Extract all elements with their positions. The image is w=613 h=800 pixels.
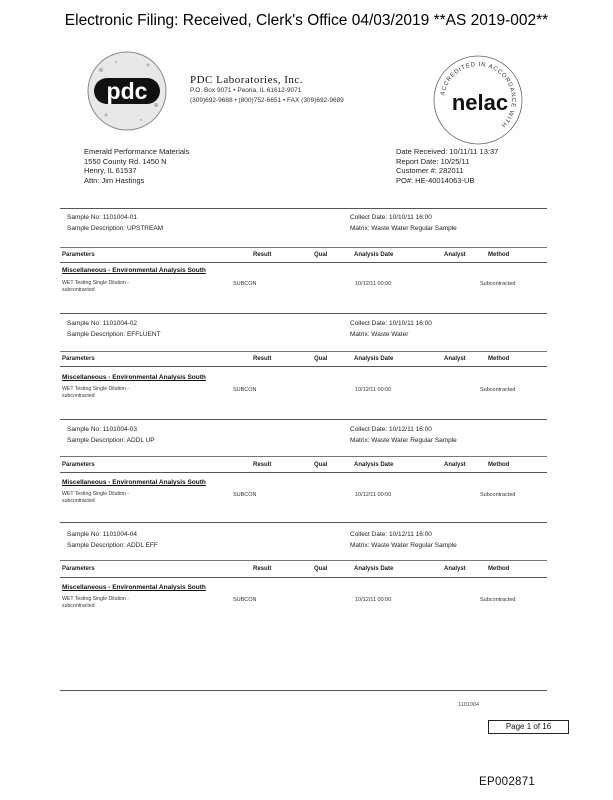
method-value: Subcontracted bbox=[480, 597, 516, 603]
parameter-name: WET Testing Single Dilution - subcontracted bbox=[62, 280, 129, 293]
header-analyst: Analyst bbox=[444, 252, 466, 258]
parameter-name: WET Testing Single Dilution - subcontracted bbox=[62, 596, 129, 609]
header-analyst: Analyst bbox=[444, 566, 466, 572]
header-method: Method bbox=[488, 462, 510, 468]
result-value: SUBCON bbox=[233, 597, 257, 603]
analysis-date-value: 10/12/11 00:00 bbox=[355, 281, 392, 287]
divider bbox=[60, 313, 547, 314]
header-analysis-date: Analysis Date bbox=[354, 462, 394, 468]
divider bbox=[60, 522, 547, 523]
collect-date: Collect Date: 10/10/11 16:00 bbox=[350, 214, 432, 221]
client-line: 1550 County Rd. 1450 N bbox=[84, 156, 167, 166]
parameter-name: WET Testing Single Dilution - subcontracted bbox=[62, 386, 129, 399]
header-method: Method bbox=[488, 252, 510, 258]
header-result: Result bbox=[253, 356, 272, 362]
header-parameters: Parameters bbox=[62, 566, 95, 572]
filing-banner: Electronic Filing: Received, Clerk's Office 04/03/2019 **AS 2019-002** bbox=[64, 12, 549, 29]
collect-date: Collect Date: 10/12/11 16:00 bbox=[350, 531, 432, 538]
sample-description: Sample Description: UPSTREAM bbox=[67, 225, 164, 232]
category-label: Miscellaneous - Environmental Analysis South bbox=[62, 479, 206, 486]
header-result: Result bbox=[253, 462, 272, 468]
header-qual: Qual bbox=[314, 566, 328, 572]
header-method: Method bbox=[488, 356, 510, 362]
parameter-name: WET Testing Single Dilution - subcontracted bbox=[62, 491, 129, 504]
header-parameters: Parameters bbox=[62, 462, 95, 468]
lab-phone: (309)692-9688 • (800)752-6651 • FAX (309)692-9689 bbox=[190, 97, 344, 104]
result-value: SUBCON bbox=[233, 387, 257, 393]
matrix: Matrix: Waste Water bbox=[350, 331, 409, 338]
header-parameters: Parameters bbox=[62, 356, 95, 362]
matrix: Matrix: Waste Water Regular Sample bbox=[350, 542, 457, 549]
category-label: Miscellaneous - Environmental Analysis South bbox=[62, 584, 206, 591]
header-result: Result bbox=[253, 566, 272, 572]
result-value: SUBCON bbox=[233, 281, 257, 287]
header-qual: Qual bbox=[314, 356, 328, 362]
report-info bbox=[396, 147, 498, 185]
pdc-logo bbox=[86, 50, 168, 132]
matrix: Matrix: Waste Water Regular Sample bbox=[350, 437, 457, 444]
divider bbox=[60, 472, 547, 473]
footer-id: 1101004 bbox=[458, 702, 480, 708]
report-line: Date Received: 10/11/11 13:37 bbox=[396, 147, 499, 156]
analysis-date-value: 10/12/11 00:00 bbox=[355, 387, 392, 393]
header-analysis-date: Analysis Date bbox=[354, 566, 394, 572]
nelac-ring-text: ACCREDITED IN ACCORDANCE WITH bbox=[440, 61, 517, 129]
analysis-date-value: 10/12/11 00:00 bbox=[355, 492, 392, 498]
pdc-logo-text: pdc bbox=[106, 78, 148, 104]
header-qual: Qual bbox=[314, 462, 328, 468]
divider bbox=[60, 419, 547, 420]
header-qual: Qual bbox=[314, 252, 328, 258]
page-indicator: Page 1 of 16 bbox=[488, 720, 569, 734]
collect-date: Collect Date: 10/12/11 16:00 bbox=[350, 426, 432, 433]
category-label: Miscellaneous - Environmental Analysis South bbox=[62, 267, 206, 274]
footer-divider bbox=[60, 690, 547, 691]
divider bbox=[60, 208, 547, 209]
divider bbox=[60, 262, 547, 263]
sample-number: Sample No: 1101004-03 bbox=[67, 426, 137, 433]
sample-description: Sample Description: ADDL EFF bbox=[67, 542, 158, 549]
header-analyst: Analyst bbox=[444, 356, 466, 362]
client-line: Emerald Performance Materials bbox=[84, 147, 190, 156]
client-address bbox=[84, 147, 189, 185]
result-value: SUBCON bbox=[233, 492, 257, 498]
client-line: Attn: Jim Hastings bbox=[84, 175, 145, 185]
client-line: Henry, IL 61537 bbox=[84, 166, 137, 175]
analysis-date-value: 10/12/11 00:00 bbox=[355, 597, 392, 603]
sample-number: Sample No: 1101004-01 bbox=[67, 214, 137, 221]
method-value: Subcontracted bbox=[480, 281, 516, 287]
sample-number: Sample No: 1101004-04 bbox=[67, 531, 137, 538]
report-line: Customer #: 282011 bbox=[396, 166, 464, 175]
collect-date: Collect Date: 10/10/11 16:00 bbox=[350, 320, 432, 327]
divider bbox=[60, 456, 547, 457]
header-analysis-date: Analysis Date bbox=[354, 356, 394, 362]
method-value: Subcontracted bbox=[480, 387, 516, 393]
category-label: Miscellaneous - Environmental Analysis South bbox=[62, 374, 206, 381]
nelac-logo bbox=[430, 52, 526, 148]
sample-number: Sample No: 1101004-02 bbox=[67, 320, 137, 327]
divider bbox=[60, 366, 547, 367]
sample-description: Sample Description: ADDL UP bbox=[67, 437, 155, 444]
lab-name: PDC Laboratories, Inc. bbox=[190, 74, 304, 86]
report-line: Report Date: 10/25/11 bbox=[396, 156, 470, 166]
matrix: Matrix: Waste Water Regular Sample bbox=[350, 225, 457, 232]
header-method: Method bbox=[488, 566, 510, 572]
header-analyst: Analyst bbox=[444, 462, 466, 468]
sample-description: Sample Description: EFFLUENT bbox=[67, 331, 161, 338]
divider bbox=[60, 351, 547, 352]
method-value: Subcontracted bbox=[480, 492, 516, 498]
divider bbox=[60, 560, 547, 561]
nelac-logo-text: nelac bbox=[451, 90, 509, 115]
header-analysis-date: Analysis Date bbox=[354, 252, 394, 258]
lab-address: P.O. Box 9071 • Peoria, IL 61612-9071 bbox=[190, 87, 302, 94]
header-parameters: Parameters bbox=[62, 252, 95, 258]
report-line: PO#: HE-40014063-UB bbox=[396, 175, 475, 185]
divider bbox=[60, 247, 547, 248]
header-result: Result bbox=[253, 252, 272, 258]
divider bbox=[60, 577, 547, 578]
bates-number: EP002871 bbox=[479, 776, 536, 788]
